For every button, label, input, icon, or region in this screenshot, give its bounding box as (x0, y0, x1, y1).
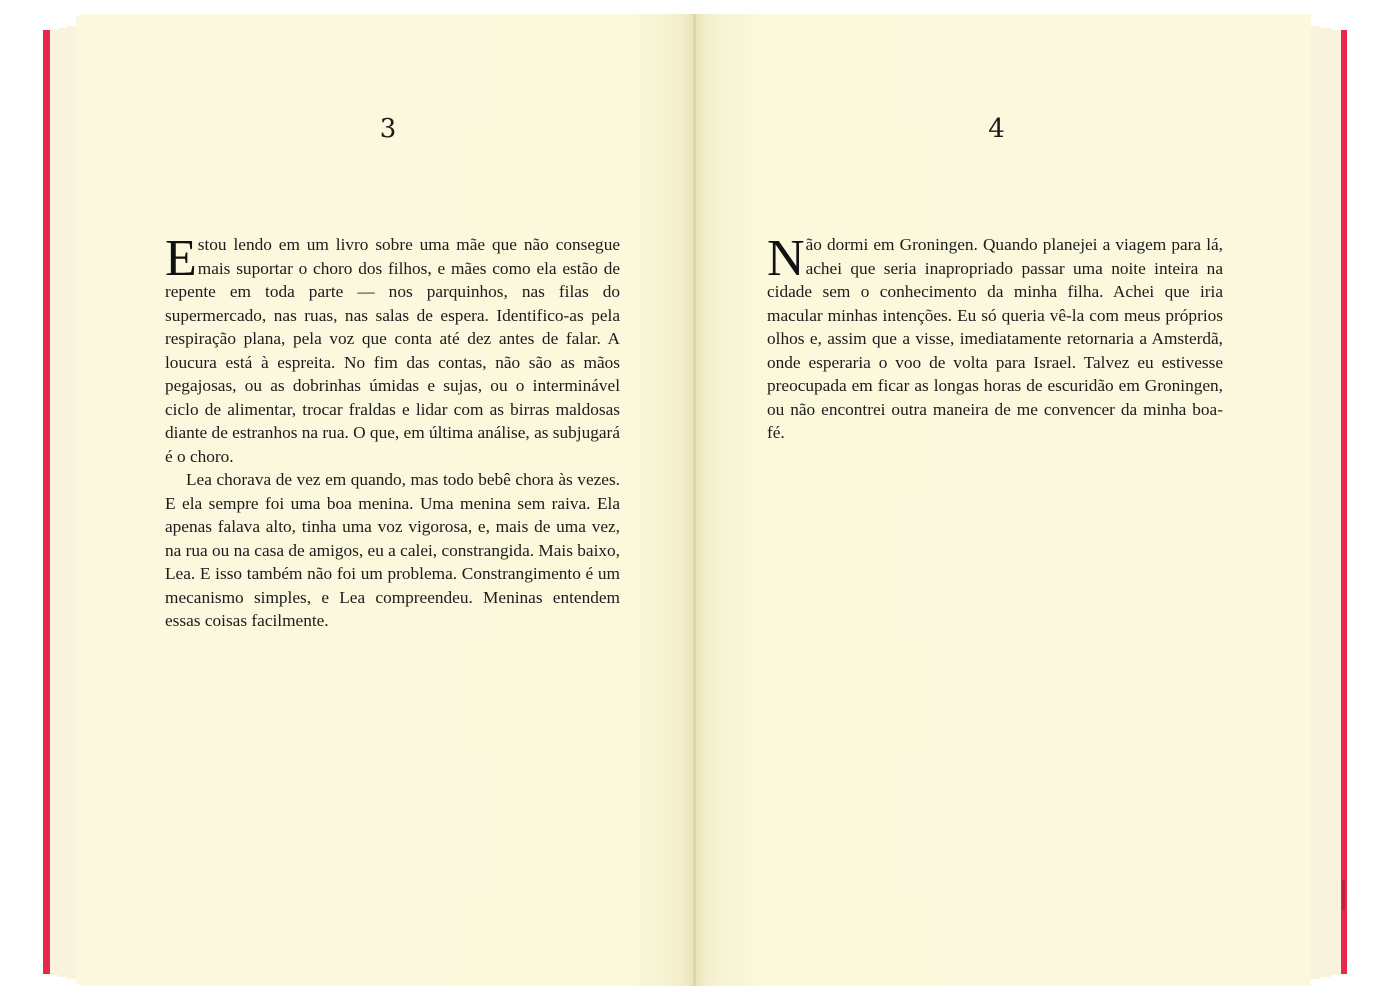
page-edge (1330, 30, 1341, 975)
page-number: 3 (379, 114, 397, 144)
paragraph (165, 230, 620, 468)
paragraph-text: ão dormi em Groningen. Quando planejei a viagem para lá, achei que seria inapropriado passar uma noite inteira na cidade sem o conhecimento da minha filha. Achei que iria macular minhas intenções. Eu só queria vê-la com meus próprios olhos e, assim que a visse, imediatamente retornaria a Amsterdã, onde esperaria o voo de volta para Israel. Talvez eu estivesse preocupada em ficar as longas horas de escuridão em Groningen, ou não encontrei outra maneira de me convencer da minha boa-fé. (767, 235, 1223, 442)
cover-edge-right (1340, 30, 1347, 974)
right-page (696, 14, 1311, 986)
drop-cap: E (165, 230, 197, 287)
paragraph (767, 230, 1223, 445)
page-edge (1310, 26, 1321, 979)
drop-cap: N (767, 230, 805, 287)
page-edge (1320, 28, 1331, 977)
paragraph: Lea chorava de vez em quando, mas todo bebê chora às vezes. E ela sempre foi uma boa menina. Uma menina sem raiva. Ela apenas falava alto, tinha uma voz vigorosa, e, mais de uma vez, na rua ou na casa de amigos, eu a calei, constrangida. Mais baixo, Lea. E isso também não foi um problema. Constrangimento é um mecanismo simples, e Lea compreendeu. Meninas entendem essas coisas facilmente. (165, 470, 620, 630)
chapter-text (767, 230, 1223, 445)
paragraph-text: stou lendo em um livro sobre uma mãe que não consegue mais suportar o choro dos filhos, e mães como ela estão de repente em toda parte — nos parquinhos, nas filas do supermercado, nas ruas, nas salas de espera. Identifico-as pela respiração plana, pela voz que conta até dez antes de falar. A loucura está à espreita. No fim das contas, não são as mãos pegajosas, ou as dobrinhas úmidas e sujas, ou o interminável ciclo de alimentar, trocar fraldas e lidar com as birras maldosas diante de estranhos na rua. O que, em última análise, as subjugará é o choro. (165, 235, 620, 466)
page-number: 4 (988, 114, 1005, 144)
chapter-text (165, 230, 620, 633)
cover-edge-left (43, 30, 50, 974)
left-page (76, 14, 694, 986)
cover-edge-mark (1342, 880, 1345, 910)
